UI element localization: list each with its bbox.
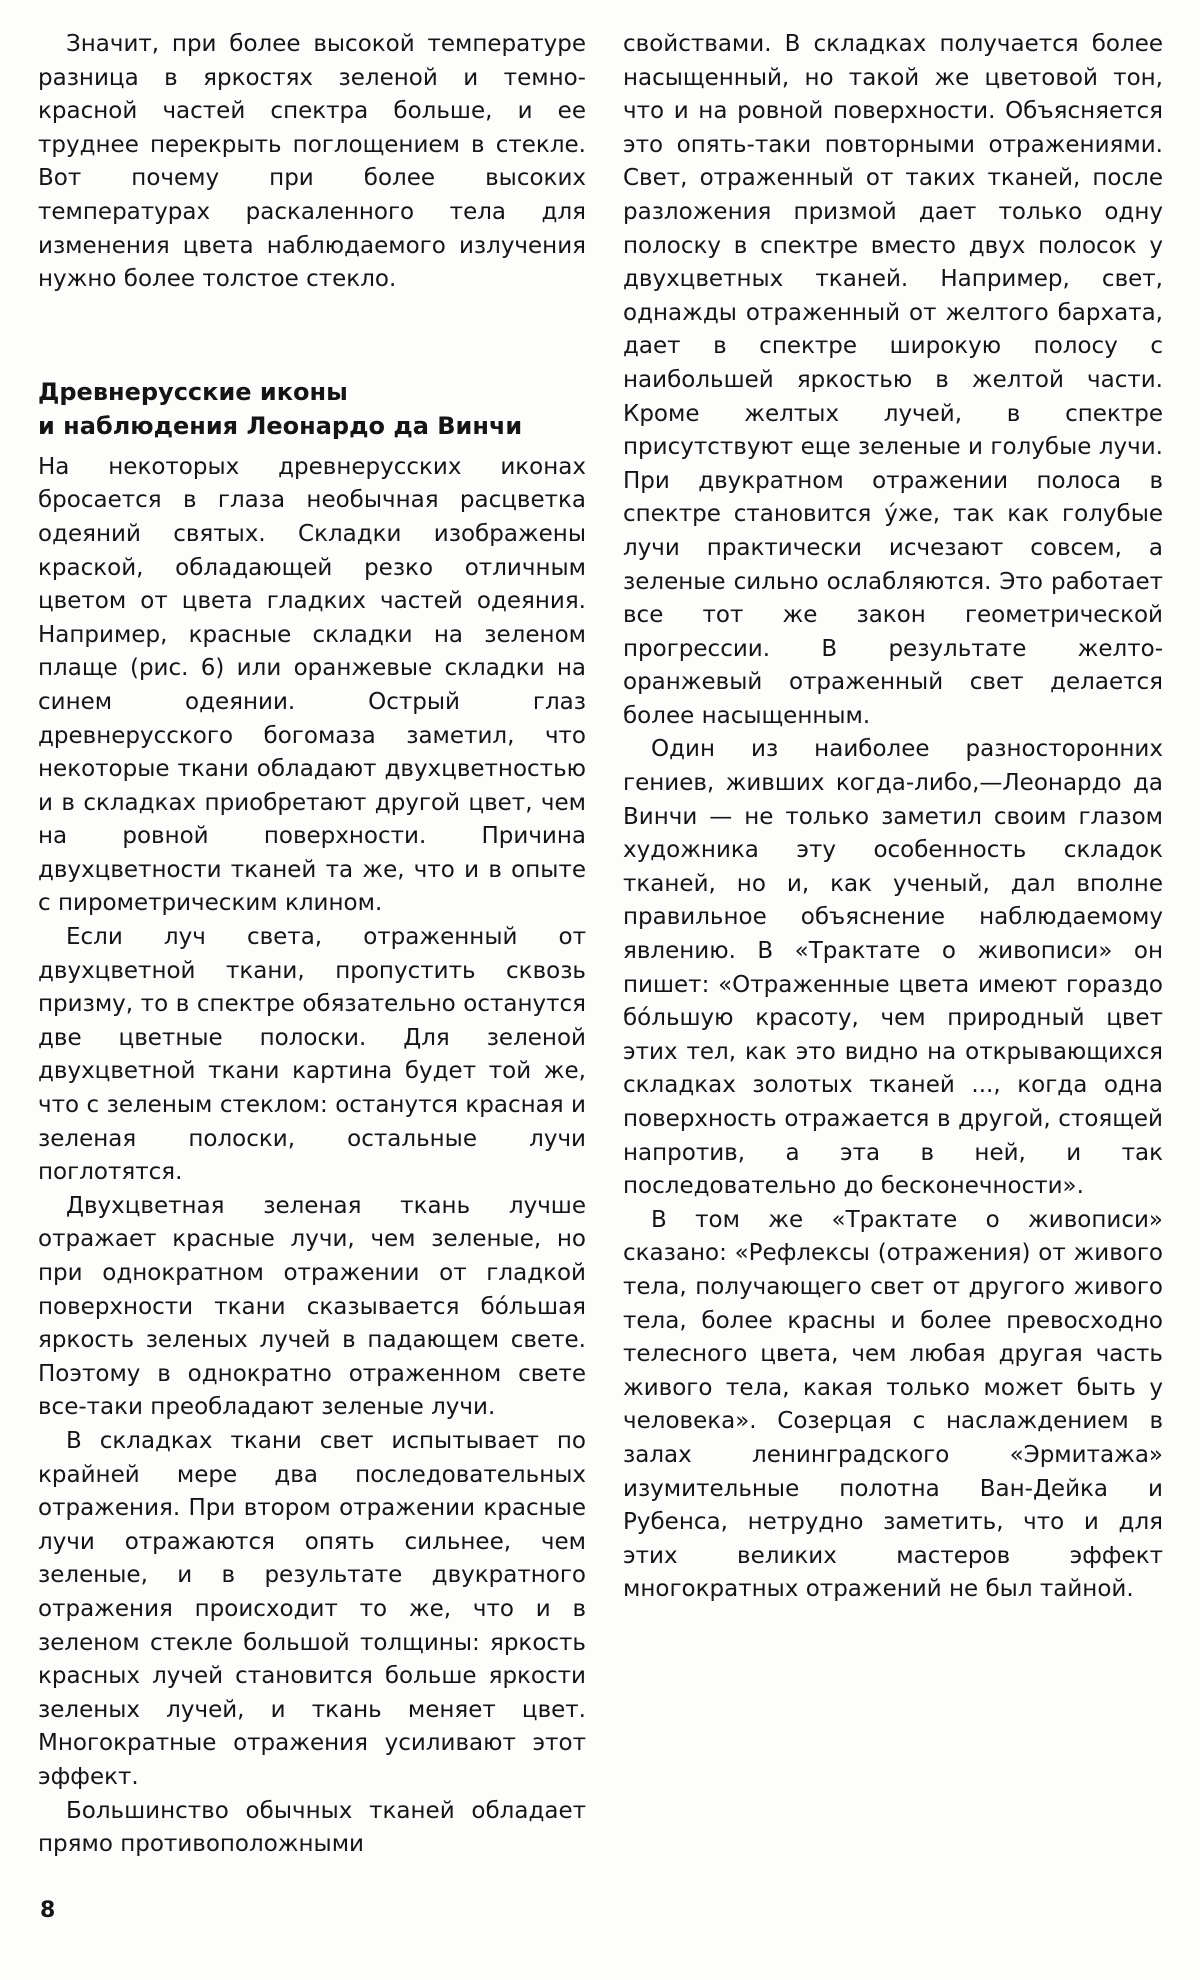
intro-paragraph: Значит, при более высокой температуре разница в яркостях зеленой и темно-красной частей спектра больше, и ее труднее перекрыть поглощением в стекле. Вот почему при более высоких температурах раскаленного тела для изменения цвета наблюдаемого излучения нужно более толстое стекло. [38, 31, 586, 293]
paragraph-saturated-tone: свойствами. В складках получается более насыщенный, но такой же цветовой тон, что и на ровной поверхности. Объясняется это опять-таки повторными отражениями. Свет, отраженный от таких тканей, после разложения призмой дает только одну полоску в спектре вместо двух полосок у двухцветных тканей. Например, свет, однажды отраженный от желтого бархата, дает в спектре широкую полосу с наибольшей яркостью в желтой части. Кроме желтых лучей, в спектре присутствуют еще зеленые и голубые лучи. При двукратном отражении полоса в спектре становится ýже, так как голубые лучи практически исчезают совсем, а зеленые сильно ослабляются. Это работает все тот же закон геометрической прогрессии. В результате желто-оранжевый отраженный свет делается более насыщенным. [623, 31, 1163, 729]
page-number: 8 [40, 1898, 56, 1923]
section-heading-line-1: Древнерусские иконы [38, 377, 348, 406]
left-text-column [38, 28, 586, 1862]
section-heading [38, 297, 586, 451]
paragraph-green-fabric: Двухцветная зеленая ткань лучше отражает красные лучи, чем зеленые, но при однократном отражении от гладкой поверхности ткани сказывается бóльшая яркость зеленых лучей в падающем свете. Поэтому в однократно отраженном свете все-таки преобладают зеленые лучи. [38, 1192, 586, 1421]
paragraph-icons-intro: На некоторых древнерусских иконах бросается в глаза необычная расцветка одеяний святых. Складки изображены краской, обладающей резко отличным цветом от цвета гладких частей одеяния. Например, красные складки на зеленом плаще (рис. 6) или оранжевые складки на синем одеянии. Острый глаз древнерусского богомаза заметил, что некоторые ткани обладают двухцветностью и в складках приобретают другой цвет, чем на ровной поверхности. Причина двухцветности тканей та же, что и в опыте с пирометрическим клином. [38, 453, 586, 917]
right-text-column [623, 28, 1163, 1607]
paragraph-ordinary-fabrics: Большинство обычных тканей обладает прямо противоположными [38, 1797, 586, 1858]
paragraph-folds-reflection: В складках ткани свет испытывает по крайней мере два последовательных отражения. При втором отражении красные лучи отражаются опять сильнее, чем зеленые, и в результате двукратного отражения происходит то же, что и в зеленом стекле большой толщины: яркость красных лучей становится больше яркости зеленых лучей, и ткань меняет цвет. Многократные отражения усиливают этот эффект. [38, 1427, 586, 1790]
section-heading-line-2: и наблюдения Леонардо да Винчи [38, 411, 523, 440]
paragraph-prism-spectrum: Если луч света, отраженный от двухцветной ткани, пропустить сквозь призму, то в спектре обязательно останутся две цветные полоски. Для зеленой двухцветной ткани картина будет той же, что с зеленым стеклом: останутся красная и зеленая полоски, остальные лучи поглотятся. [38, 924, 586, 1186]
paragraph-treatise-quote: В том же «Трактате о живописи» сказано: «Рефлексы (отражения) от живого тела, получающего свет от другого живого тела, более красны и более превосходно телесного цвета, чем любая другая часть живого тела, какая только может быть у человека». Созерцая с наслаждением в залах ленинградского «Эрмитажа» изумительные полотна Ван-Дейка и Рубенса, нетрудно заметить, что и для этих великих мастеров эффект многократных отражений не был тайной. [623, 1206, 1163, 1603]
paragraph-leonardo: Один из наиболее разносторонних гениев, живших когда-либо,—Леонардо да Винчи — не только заметил своим глазом художника эту особенность складок тканей, но и, как ученый, дал вполне правильное объяснение наблюдаемому явлению. В «Трактате о живописи» он пишет: «Отраженные цвета имеют гораздо бóльшую красоту, чем природный цвет этих тел, как это видно на открывающихся складках золотых тканей ..., когда одна поверхность отражается в другой, стоящей напротив, а эта в ней, и так последовательно до бесконечности». [623, 736, 1163, 1200]
